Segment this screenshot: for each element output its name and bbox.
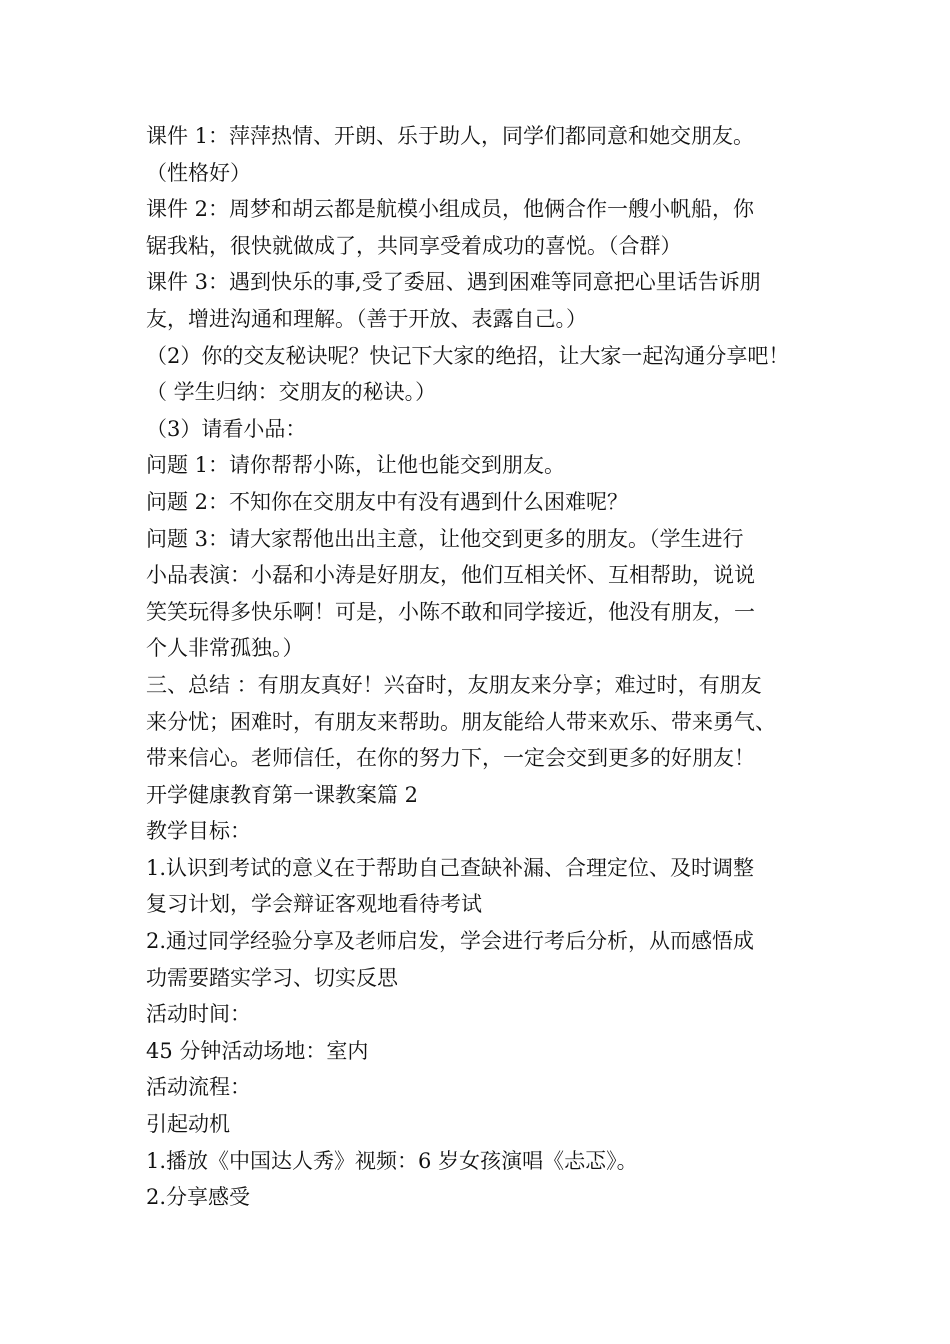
body-line: 个人非常孤独。） bbox=[146, 636, 304, 661]
body-line: 笑笑玩得多快乐啊！可是，小陈不敢和同学接近，他没有朋友，一 bbox=[146, 599, 755, 624]
body-line: 课件 3：遇到快乐的事,受了委屈、遇到困难等同意把心里话告诉朋 bbox=[146, 270, 761, 295]
body-line: 问题 3：请大家帮他出出主意，让他交到更多的朋友。（学生进行 bbox=[146, 526, 744, 551]
body-line: 1.认识到考试的意义在于帮助自己查缺补漏、合理定位、及时调整 bbox=[146, 855, 755, 880]
body-line: 功需要踏实学习、切实反思 bbox=[146, 965, 398, 990]
body-line: 活动时间： bbox=[146, 1002, 251, 1027]
body-line: （2）你的交友秘诀呢？快记下大家的绝招，让大家一起沟通分享吧！ bbox=[146, 343, 790, 368]
body-line: 45 分钟活动场地：室内 bbox=[146, 1038, 369, 1063]
body-line: 带来信心。老师信任，在你的努力下，一定会交到更多的好朋友！ bbox=[146, 746, 755, 771]
body-line: 1.播放《中国达人秀》视频：6 岁女孩演唱《忐忑》。 bbox=[146, 1148, 638, 1173]
body-line: 复习计划，学会辩证客观地看待考试 bbox=[146, 892, 482, 917]
body-line: 小品表演：小磊和小涛是好朋友，他们互相关怀、互相帮助，说说 bbox=[146, 563, 755, 588]
body-line: 课件 1：萍萍热情、开朗、乐于助人，同学们都同意和她交朋友。 bbox=[146, 124, 755, 148]
body-line: 三、总结 ：有朋友真好！兴奋时，友朋友来分享；难过时，有朋友 bbox=[146, 672, 762, 697]
body-line: 问题 1：请你帮帮小陈，让他也能交到朋友。 bbox=[146, 453, 566, 478]
body-line: 2.分享感受 bbox=[146, 1185, 251, 1210]
section-heading: 开学健康教育第一课教案篇 2 bbox=[146, 782, 419, 807]
body-line: 锯我粘，很快就做成了，共同享受着成功的喜悦。（合群） bbox=[146, 233, 682, 258]
body-line: 友，增进沟通和理解。（善于开放、表露自己。） bbox=[146, 306, 587, 331]
body-line: 活动流程： bbox=[146, 1075, 251, 1100]
body-line: 引起动机 bbox=[146, 1112, 230, 1137]
body-line: 2.通过同学经验分享及老师启发，学会进行考后分析，从而感悟成 bbox=[146, 929, 755, 954]
body-line: （ 学生归纳：交朋友的秘诀。） bbox=[146, 380, 437, 405]
body-line: 来分忧；困难时，有朋友来帮助。朋友能给人带来欢乐、带来勇气、 bbox=[146, 709, 776, 734]
body-line: （3）请看小品： bbox=[146, 416, 307, 441]
body-line: 课件 2：周梦和胡云都是航模小组成员，他俩合作一艘小帆船，你 bbox=[146, 197, 755, 222]
document-body bbox=[146, 118, 846, 1216]
body-line: 问题 2：不知你在交朋友中有没有遇到什么困难呢？ bbox=[146, 489, 629, 514]
body-line: （性格好） bbox=[146, 160, 251, 185]
body-line: 教学目标： bbox=[146, 819, 251, 844]
